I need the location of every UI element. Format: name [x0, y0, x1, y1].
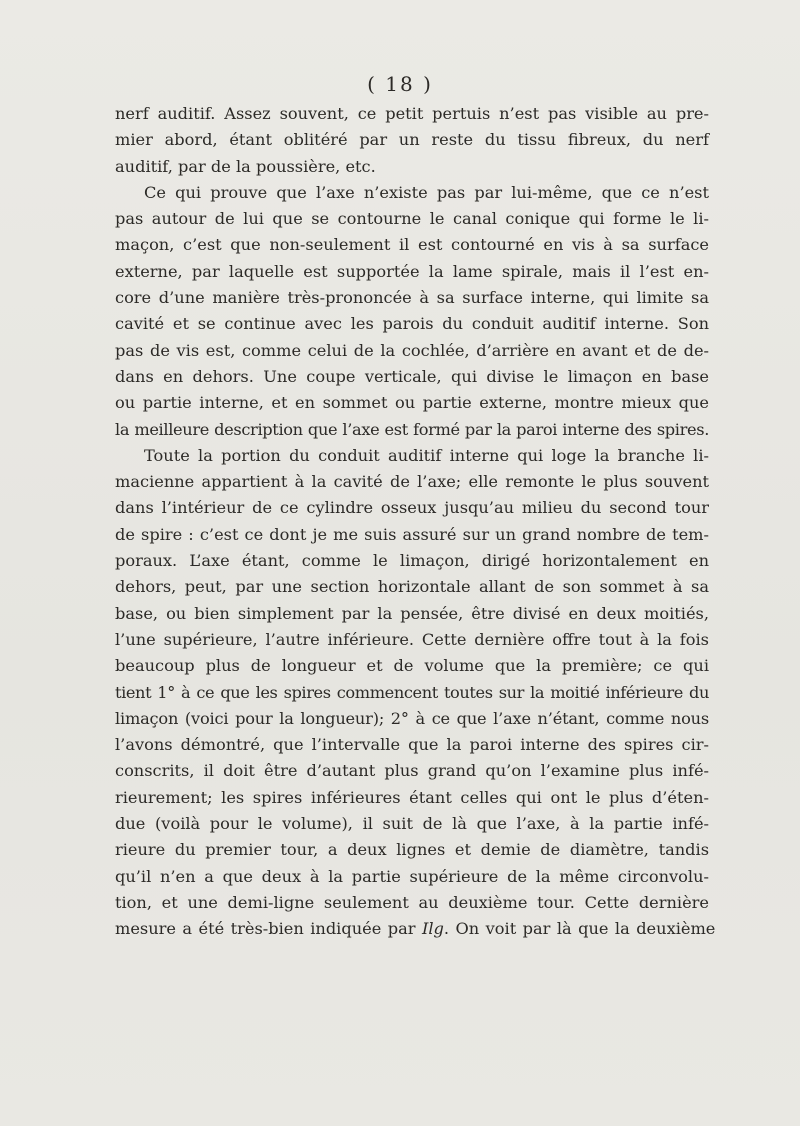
author-name: Ilg: [421, 919, 444, 939]
text-line: tion, et une demi-ligne seulement au deuxième tour. Cette dernière: [115, 892, 709, 912]
text-line: [115, 916, 716, 942]
text-line: maçon, c’est que non-seulement il est contourné en vis à sa surface: [115, 235, 709, 255]
text-line: externe, par laquelle est supportée la lame spirale, mais il l’est en-: [115, 261, 709, 281]
text-line: tient 1° à ce que les spires commencent toutes sur la moitié inférieure du: [115, 682, 709, 702]
text-fragment: mesure a été très-bien indiquée par: [115, 919, 422, 939]
text-line: qu’il n’en a que deux à la partie supérieure de la même circonvolu-: [115, 866, 709, 886]
text-line: dehors, peut, par une section horizontale allant de son sommet à sa: [115, 577, 709, 597]
text-line: core d’une manière très-prononcée à sa surface interne, qui limite sa: [115, 288, 709, 308]
text-line: dans en dehors. Une coupe verticale, qui divise le limaçon en base: [115, 366, 709, 386]
text-line: pas de vis est, comme celui de la cochlée, d’arrière en avant et de de-: [115, 340, 709, 360]
text-line: de spire : c’est ce dont je me suis assuré sur un grand nombre de tem-: [115, 524, 709, 544]
text-line: auditif, par de la poussière, etc.: [115, 156, 376, 176]
text-line: beaucoup plus de longueur et de volume que la première; ce qui: [115, 656, 709, 676]
text-line: dans l’intérieur de ce cylindre osseux jusqu’au milieu du second tour: [115, 498, 709, 518]
text-line: macienne appartient à la cavité de l’axe; elle remonte le plus souvent: [115, 472, 709, 492]
text-line: poraux. L’axe étant, comme le limaçon, dirigé horizontalement en: [115, 551, 709, 571]
text-line: pas autour de lui que se contourne le canal conique qui forme le li-: [115, 209, 709, 229]
paragraph-start: Toute la portion du conduit auditif interne qui loge la branche li-: [144, 445, 709, 465]
text-line: base, ou bien simplement par la pensée, être divisé en deux moitiés,: [115, 603, 709, 623]
text-line: l’avons démontré, que l’intervalle que la paroi interne des spires cir-: [115, 735, 709, 755]
text-line: rieure du premier tour, a deux lignes et demie de diamètre, tandis: [115, 840, 709, 860]
text-line: rieurement; les spires inférieures étant celles qui ont le plus d’éten-: [115, 787, 709, 807]
body-text: [115, 101, 716, 943]
text-line: nerf auditif. Assez souvent, ce petit pertuis n’est pas visible au pre-: [115, 104, 709, 123]
paragraph-start: Ce qui prouve que l’axe n’existe pas par lui-même, que ce n’est: [144, 182, 709, 202]
text-line: conscrits, il doit être d’autant plus grand qu’on l’examine plus infé-: [115, 761, 709, 781]
text-line: cavité et se continue avec les parois du conduit auditif interne. Son: [115, 314, 709, 334]
text-line: l’une supérieure, l’autre inférieure. Cette dernière offre tout à la fois: [115, 629, 709, 649]
text-line: due (voilà pour le volume), il suit de là que l’axe, à la partie infé-: [115, 814, 709, 834]
text-line: ou partie interne, et en sommet ou partie externe, montre mieux que: [115, 393, 709, 413]
page-number: ( 18 ): [367, 72, 433, 96]
text-line: la meilleure description que l’axe est formé par la paroi interne des spires.: [115, 419, 709, 439]
text-line: limaçon (voici pour la longueur); 2° à ce que l’axe n’étant, comme nous: [115, 708, 709, 728]
text-fragment: . On voit par là que la deuxième: [443, 919, 716, 939]
text-line: mier abord, étant oblitéré par un reste du tissu fibreux, du nerf: [115, 130, 709, 150]
